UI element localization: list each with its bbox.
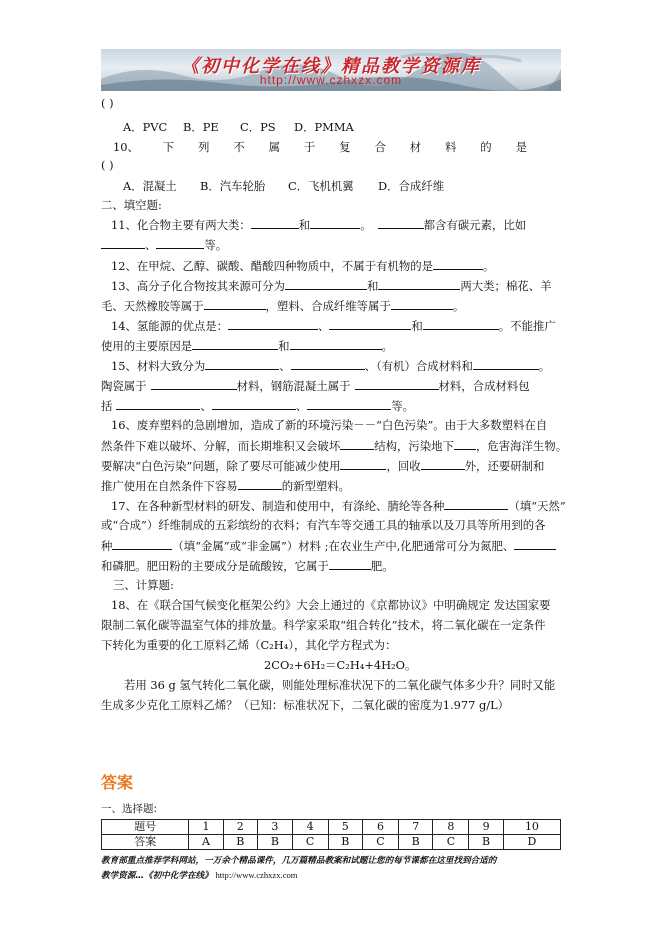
q14-text: 。 <box>381 339 393 353</box>
table-row-numbers <box>102 820 561 835</box>
q13-blank-3[interactable] <box>204 298 266 310</box>
table-cell: 3 <box>258 820 293 835</box>
q17-text: （填“金属”或“非金属”）材料 ;在农业生产中,化肥通常可分为氮肥、 <box>172 539 515 553</box>
q15-text: 、 <box>279 359 291 373</box>
q17-line2: 或“合成”）纤维制成的五彩缤纷的衣料；有汽车等交通工具的轴承以及刀具等所用到的各 <box>101 518 546 532</box>
q17-text: 肥。 <box>370 559 394 573</box>
q10-char: 复 <box>339 140 351 154</box>
q12-text: 12、在甲烷、乙醇、碳酸、醋酸四种物质中，不属于有机物的是 <box>111 259 434 273</box>
q17-blank-1[interactable] <box>444 498 508 510</box>
table-cell: 2 <box>223 820 258 835</box>
q15-line3 <box>101 398 414 413</box>
table-cell: 8 <box>433 820 469 835</box>
q11-blank-2[interactable] <box>310 217 360 229</box>
q13-text: 和 <box>366 279 379 293</box>
q14-text: 和 <box>411 319 423 333</box>
q17-blank-2[interactable] <box>112 538 172 550</box>
q18-line3: 下转化为重要的化工原料乙烯（C₂H₄），其化学方程式为： <box>101 638 397 652</box>
q11-blank-4[interactable] <box>101 237 145 249</box>
q17-line4 <box>101 558 394 573</box>
q9-option-a: A．PVC <box>123 120 168 134</box>
q18-line2: 限制二氧化碳等温室气体的排放量。科学家采取“组合转化”技术，将二氧化碳在一定条件 <box>101 618 546 632</box>
q14-blank-4[interactable] <box>192 338 278 350</box>
q16-line3 <box>101 458 544 473</box>
q10-char: 列 <box>198 140 210 154</box>
answers-section-title: 一、选择题: <box>101 803 158 815</box>
q11-text: 、 <box>145 238 157 252</box>
q14-line1 <box>111 318 556 333</box>
q16-line2 <box>101 438 567 453</box>
q17-text: 种 <box>101 539 113 553</box>
banner-url[interactable]: http://www.czhxzx.com <box>259 73 403 87</box>
q17-blank-4[interactable] <box>329 558 371 570</box>
table-cell: C <box>363 835 399 850</box>
q13-text: ，塑料、合成纤维等属于 <box>265 299 391 313</box>
q15-blank-5[interactable] <box>355 378 439 390</box>
q10-options <box>123 179 444 193</box>
q16-text: ，回收 <box>386 459 421 473</box>
q15-blank-6[interactable] <box>116 398 200 410</box>
q14-text: 使用的主要原因是 <box>101 339 193 353</box>
q15-blank-8[interactable] <box>307 398 391 410</box>
q14-blank-2[interactable] <box>329 318 411 330</box>
q11-text: 。 <box>360 218 372 232</box>
q18-line5: 生成多少克化工原料乙烯？（已知：标准状况下，二氧化碳的密度为1.977 g/L） <box>101 698 510 712</box>
q10-char: 的 <box>480 140 492 154</box>
q16-text: 推广使用在自然条件下容易 <box>101 479 238 493</box>
q14-text: 、 <box>318 319 330 333</box>
q18-line1: 18、在《联合国气候变化框架公约》大会上通过的《京都协议》中明确规定 发达国家要 <box>111 598 551 612</box>
banner-title: 《初中化学在线》精品教学资源库 <box>181 56 481 77</box>
q15-text: 、 <box>200 399 212 413</box>
section-fill-blank-title: 二、填空题: <box>101 198 162 212</box>
q13-blank-1[interactable] <box>285 278 367 290</box>
q14-line2 <box>101 338 393 353</box>
table-cell: C <box>292 835 328 850</box>
q15-blank-1[interactable] <box>205 358 279 370</box>
q11-line2 <box>101 237 227 252</box>
q13-text: 13、高分子化合物按其来源可分为 <box>111 279 285 293</box>
q10-char: 料 <box>445 140 457 154</box>
table-cell: 9 <box>469 820 504 835</box>
q10-char: 不 <box>233 140 245 154</box>
q13-line1 <box>111 278 552 293</box>
table-header-cell: 题号 <box>102 820 189 835</box>
q14-blank-5[interactable] <box>290 338 382 350</box>
q9-option-c: C．PS <box>240 120 276 134</box>
q11-text: 都含有碳元素，比如 <box>423 218 527 232</box>
q10-option-d: D．合成纤维 <box>378 179 445 193</box>
q15-text: 括 <box>101 399 113 413</box>
q11-blank-5[interactable] <box>156 237 204 249</box>
table-header-cell: 答案 <box>102 835 189 850</box>
q14-text: 14、氢能源的优点是： <box>111 319 229 333</box>
q16-blank-4[interactable] <box>421 458 465 470</box>
q17-text: 17、在各种新型材料的研发、制造和使用中，有涤纶、腈纶等各种 <box>111 499 445 513</box>
table-cell: B <box>223 835 258 850</box>
q13-line2 <box>101 298 464 313</box>
q18-line4: 若用 36 g 氢气转化二氧化碳，则能处理标准状况下的二氧化碳气体多少升？同时又能 <box>124 678 556 692</box>
q9-option-b: B．PE <box>183 120 219 134</box>
table-cell: 10 <box>503 820 560 835</box>
q10-char: 于 <box>303 140 316 154</box>
q18-equation: 2CO₂+6H₂＝C₂H₄+4H₂O。 <box>264 658 417 672</box>
table-cell: A <box>189 835 223 850</box>
q14-blank-3[interactable] <box>423 318 499 330</box>
q15-text: 材料，合成材料包 <box>438 379 530 393</box>
q14-blank-1[interactable] <box>228 318 318 330</box>
footer-link[interactable]: http://www.czhxzx.com <box>215 870 298 880</box>
table-cell: 5 <box>328 820 363 835</box>
q12-blank[interactable] <box>433 258 483 270</box>
q10-number: 10、 <box>113 140 139 154</box>
q9-paren: ( ) <box>101 96 114 110</box>
q17-line1 <box>111 498 566 513</box>
q17-text: 和磷肥。肥田粉的主要成分是硫酸铵，它属于 <box>101 559 329 573</box>
q16-blank-2[interactable] <box>454 438 476 450</box>
table-cell: B <box>398 835 433 850</box>
footer-line2 <box>101 868 571 883</box>
q9-options <box>123 120 354 134</box>
q11-line1 <box>111 217 526 232</box>
q13-text: 两大类；棉花、羊 <box>460 279 552 293</box>
q13-blank-4[interactable] <box>391 298 453 310</box>
q15-text: 15、材料大致分为 <box>111 359 206 373</box>
q10-option-b: B．汽车轮胎 <box>200 179 266 193</box>
answers-title: 答案 <box>101 773 134 792</box>
q16-blank-1[interactable] <box>340 438 374 450</box>
q16-line4 <box>101 478 350 493</box>
header-banner <box>101 49 561 91</box>
q15-blank-7[interactable] <box>212 398 296 410</box>
q10-option-c: C．飞机机翼 <box>288 179 354 193</box>
q12-text: 。 <box>483 259 495 273</box>
section-calculation-title: 三、计算题: <box>113 578 174 592</box>
q16-blank-5[interactable] <box>238 478 282 490</box>
q10-char: 属 <box>268 140 281 154</box>
table-cell: B <box>328 835 363 850</box>
q15-text: 陶瓷属于 <box>101 379 147 393</box>
q10-paren: ( ) <box>101 158 114 172</box>
q17-blank-3[interactable] <box>514 538 556 550</box>
q10-char: 是 <box>515 140 527 154</box>
q15-blank-2[interactable] <box>291 358 365 370</box>
table-cell: 6 <box>363 820 399 835</box>
q16-text: 要解决“白色污染”问题，除了要尽可能减少使用 <box>101 459 341 473</box>
q10-option-a: A．混凝土 <box>123 179 177 193</box>
q11-text: 和 <box>298 218 311 232</box>
footer-line1: 教育部重点推荐学科网站，一万余个精品课件，几万篇精品教案和试题让您的每节课都在这里找到合适的 <box>101 856 497 866</box>
q15-blank-3[interactable] <box>473 358 539 370</box>
table-cell: D <box>503 835 560 850</box>
q12-line <box>111 258 494 273</box>
q11-blank-3[interactable] <box>378 217 424 229</box>
footer <box>101 854 571 883</box>
footer-line2-text: 教学资源…《初中化学在线》 <box>101 871 213 881</box>
q11-text: 11、化合物主要有两大类： <box>111 218 251 232</box>
q13-text: 。 <box>452 299 465 313</box>
q13-text: 毛、天然橡胶等属于 <box>101 299 204 313</box>
table-cell: 1 <box>189 820 223 835</box>
q15-text: 、 <box>295 399 308 413</box>
q16-text: 然条件下难以破坏、分解，而长期堆积又会破坏 <box>101 439 341 453</box>
table-cell: B <box>469 835 504 850</box>
q10-char: 材 <box>409 140 422 154</box>
q15-text: 等。 <box>391 399 415 413</box>
answer-table <box>101 819 561 850</box>
q17-text: （填“天然” <box>508 499 566 513</box>
table-cell: 4 <box>292 820 328 835</box>
table-cell: B <box>258 835 293 850</box>
q15-text: 材料，钢筋混凝土属于 <box>236 379 351 393</box>
q16-text: 结构，污染地下 <box>374 439 454 453</box>
table-cell: C <box>433 835 469 850</box>
q10-stem <box>113 140 527 154</box>
q10-char: 合 <box>374 140 386 154</box>
q11-text: 等。 <box>204 238 228 252</box>
q15-text: 。 <box>538 359 551 373</box>
q16-line1: 16、废弃塑料的急剧增加，造成了新的环境污染－－“白色污染”。由于大多数塑料在自 <box>111 418 548 432</box>
q16-text: ，危害海洋生物。 <box>475 439 568 453</box>
q15-line1 <box>111 358 550 373</box>
table-cell: 7 <box>398 820 433 835</box>
q15-blank-4[interactable] <box>151 378 237 390</box>
q11-blank-1[interactable] <box>251 217 299 229</box>
q10-char: 下 <box>162 140 175 154</box>
q16-blank-3[interactable] <box>340 458 386 470</box>
q14-text: 。不能推广 <box>498 319 556 333</box>
q16-text: 外，还要研制和 <box>464 459 545 473</box>
q14-text: 和 <box>278 339 290 353</box>
q17-line3 <box>101 538 556 553</box>
q15-text: 、 <box>364 359 377 373</box>
q13-blank-2[interactable] <box>378 278 460 290</box>
table-row-answers <box>102 835 561 850</box>
q16-text: 的新型塑料。 <box>281 479 351 493</box>
q15-text: （有机）合成材料和 <box>376 359 473 373</box>
q9-option-d: D．PMMA <box>294 120 354 134</box>
q15-line2 <box>101 378 530 393</box>
